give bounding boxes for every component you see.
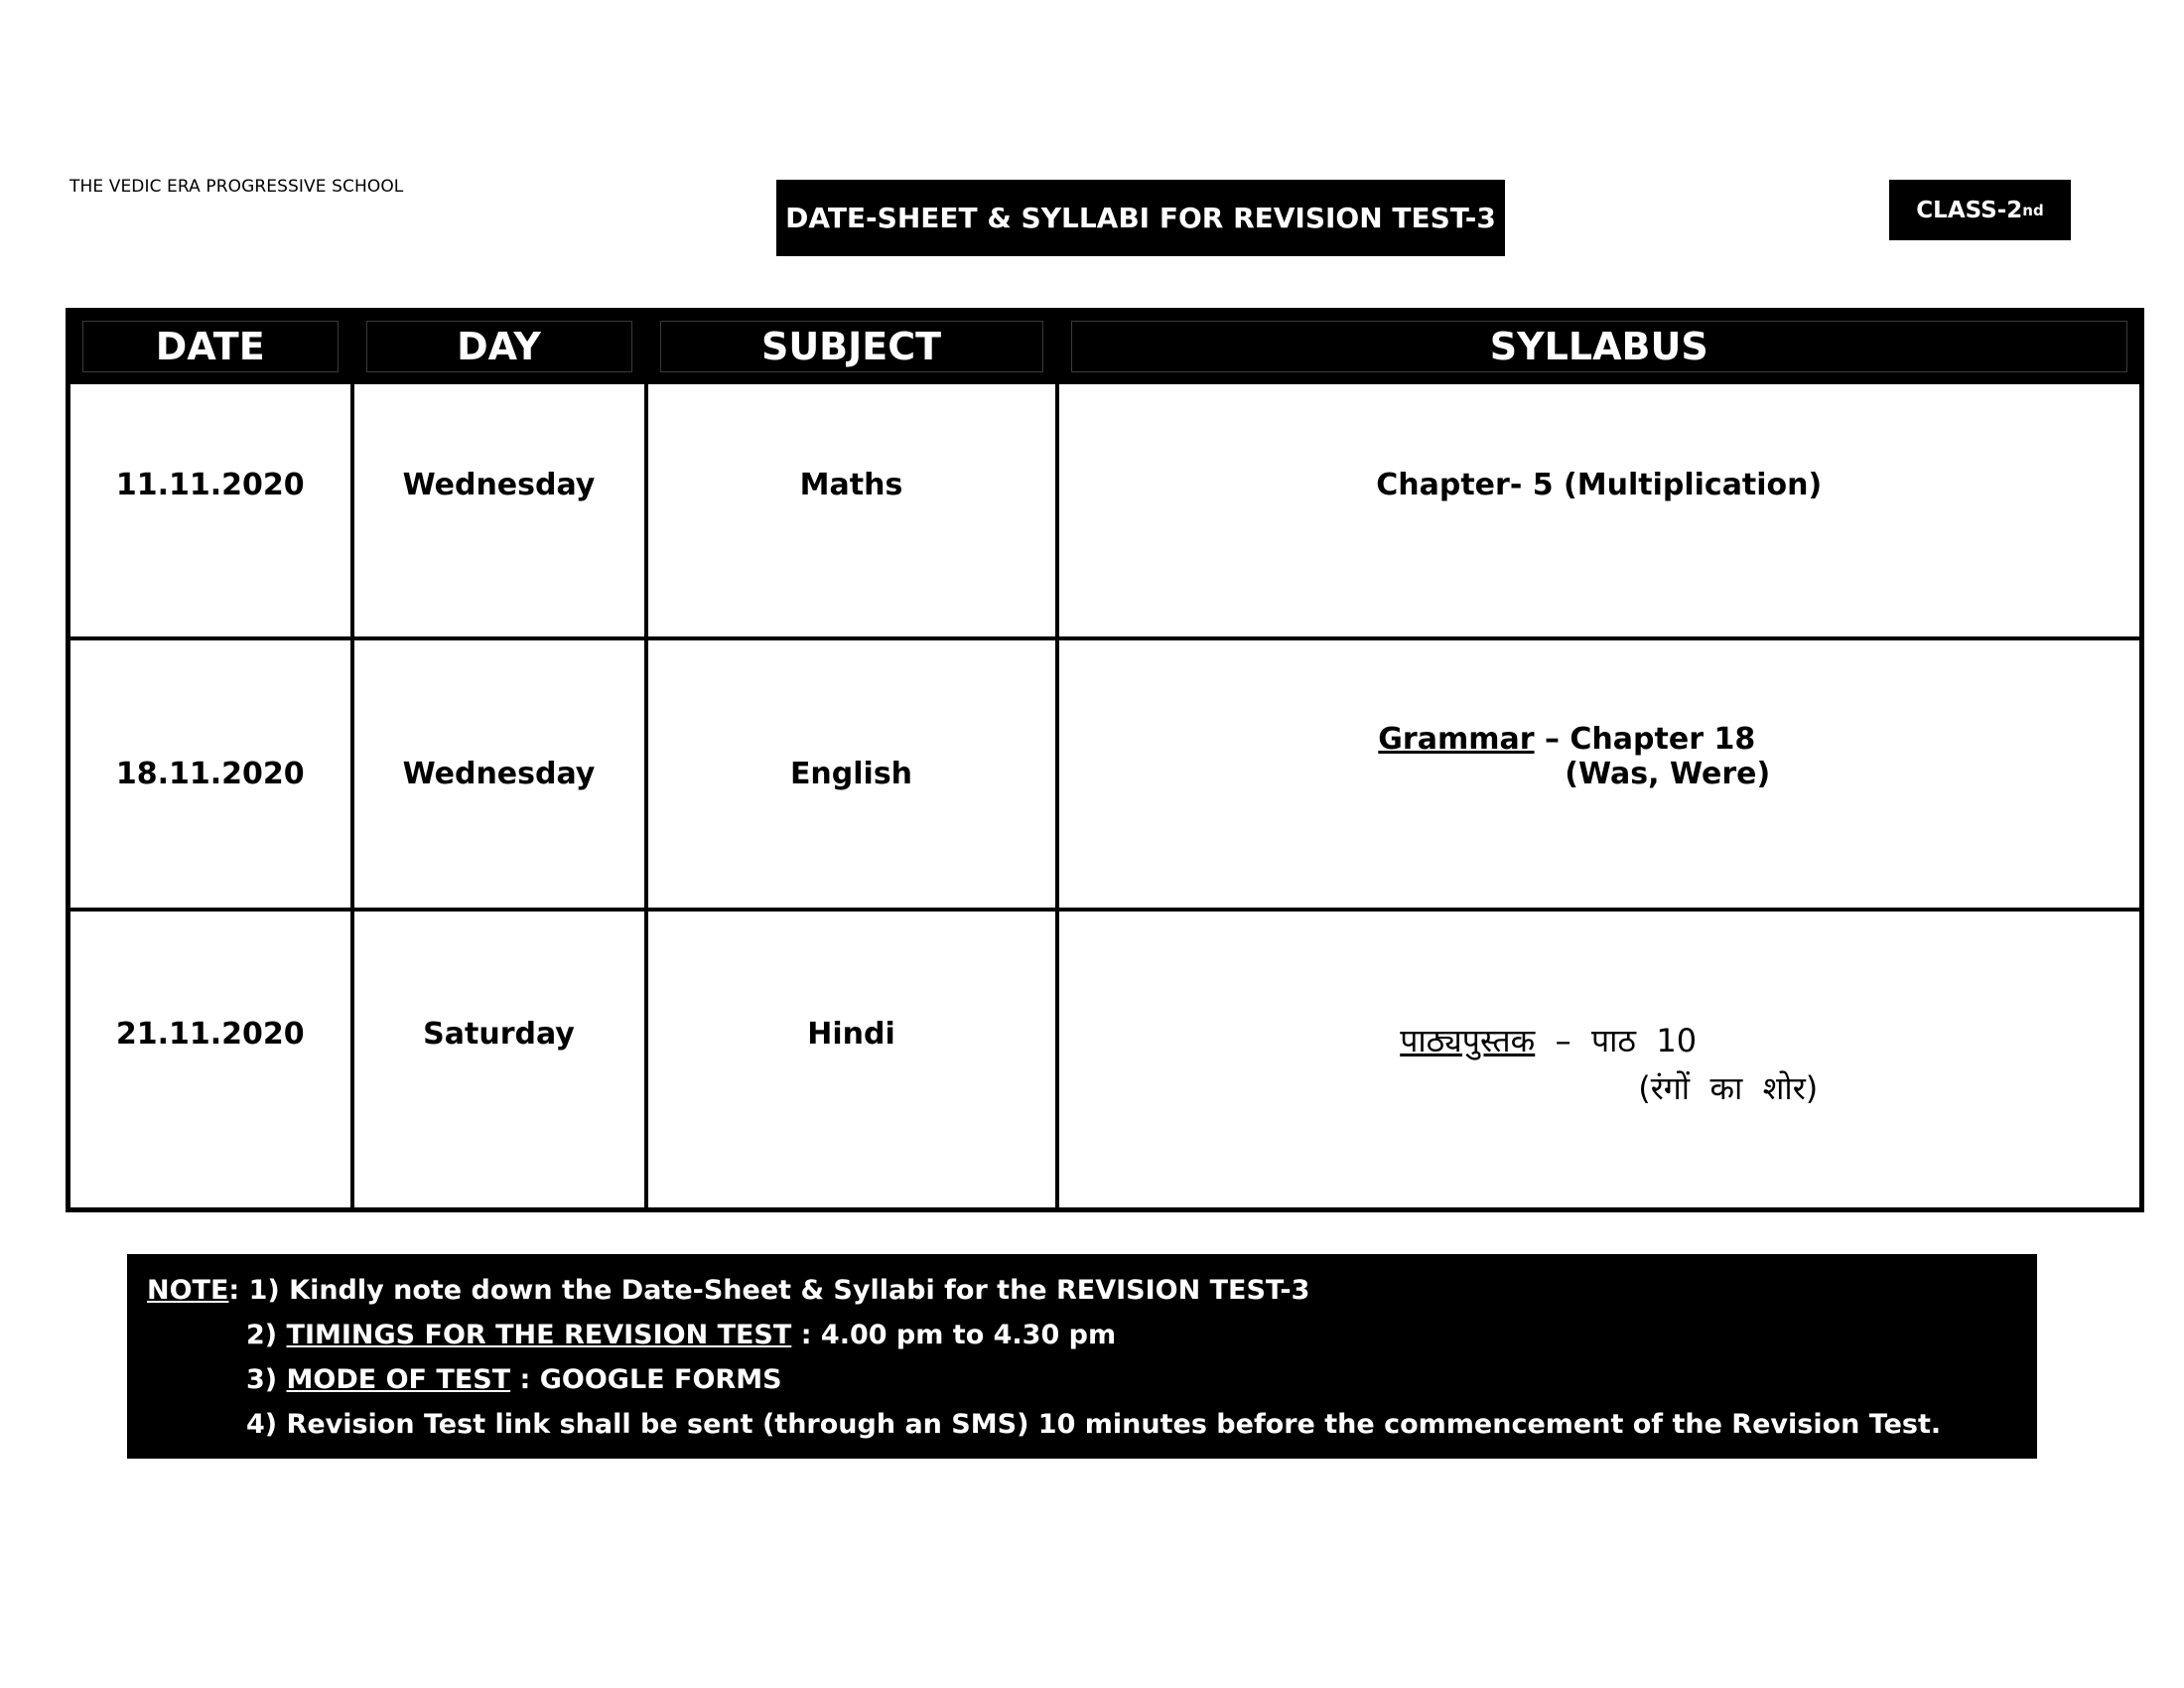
syllabus-cell [1057, 382, 2142, 639]
syllabus-subtopic: (Was, Were) [1565, 756, 1771, 791]
syllabus-subtopic: (रंगों का शोर) [1638, 1069, 1819, 1108]
syllabus-label: Grammar [1378, 721, 1535, 757]
syllabus-label: पाठ्यपुस्तक [1400, 1022, 1536, 1060]
document-title [776, 180, 1505, 256]
date-cell: 11.11.2020 [68, 382, 352, 639]
syllabus-cell [1057, 638, 2142, 910]
day-cell: Wednesday [352, 638, 646, 910]
note-line-1: NOTE: 1) Kindly note down the Date-Sheet & Syllabi for the REVISION TEST-3 [147, 1275, 1310, 1306]
table-row [68, 382, 2142, 639]
subject-cell: Hindi [646, 910, 1057, 1209]
class-label: CLASS-2 [1916, 197, 2023, 223]
day-cell: Saturday [352, 910, 646, 1209]
syllabus-cell [1057, 910, 2142, 1209]
column-header-syllabus: SYLLABUS [1057, 311, 2142, 382]
note-line-2: 2) TIMINGS FOR THE REVISION TEST : 4.00 pm to 4.30 pm [246, 1320, 1117, 1350]
day-cell: Wednesday [352, 382, 646, 639]
class-suffix: nd [2022, 201, 2044, 219]
subject-cell: Maths [646, 382, 1057, 639]
note-line-3: 3) MODE OF TEST : GOOGLE FORMS [246, 1364, 782, 1395]
note-box [127, 1254, 2037, 1459]
mode-label: MODE OF TEST [286, 1364, 511, 1395]
table-row [68, 638, 2142, 910]
column-header-date: DATE [68, 311, 352, 382]
column-header-subject: SUBJECT [646, 311, 1057, 382]
syllabus-detail: – पाठ 10 [1535, 1022, 1698, 1060]
table-row [68, 910, 2142, 1209]
syllabus-detail: – Chapter 18 [1534, 721, 1756, 757]
syllabus-text: Chapter- 5 (Multiplication) [1376, 467, 1823, 502]
date-cell: 18.11.2020 [68, 638, 352, 910]
subject-cell: English [646, 638, 1057, 910]
document-title-text: DATE-SHEET & SYLLABI FOR REVISION TEST-3 [785, 202, 1496, 234]
school-name: THE VEDIC ERA PROGRESSIVE SCHOOL [69, 177, 404, 197]
table-header-row [68, 311, 2142, 382]
column-header-day: DAY [352, 311, 646, 382]
date-cell: 21.11.2020 [68, 910, 352, 1209]
class-badge [1889, 180, 2071, 240]
timings-label: TIMINGS FOR THE REVISION TEST [286, 1320, 792, 1350]
note-label: NOTE [147, 1275, 229, 1306]
note-line-4: 4) Revision Test link shall be sent (through an SMS) 10 minutes before the commencement of the Revision Test. [246, 1409, 1942, 1440]
date-sheet-table [66, 308, 2144, 1212]
